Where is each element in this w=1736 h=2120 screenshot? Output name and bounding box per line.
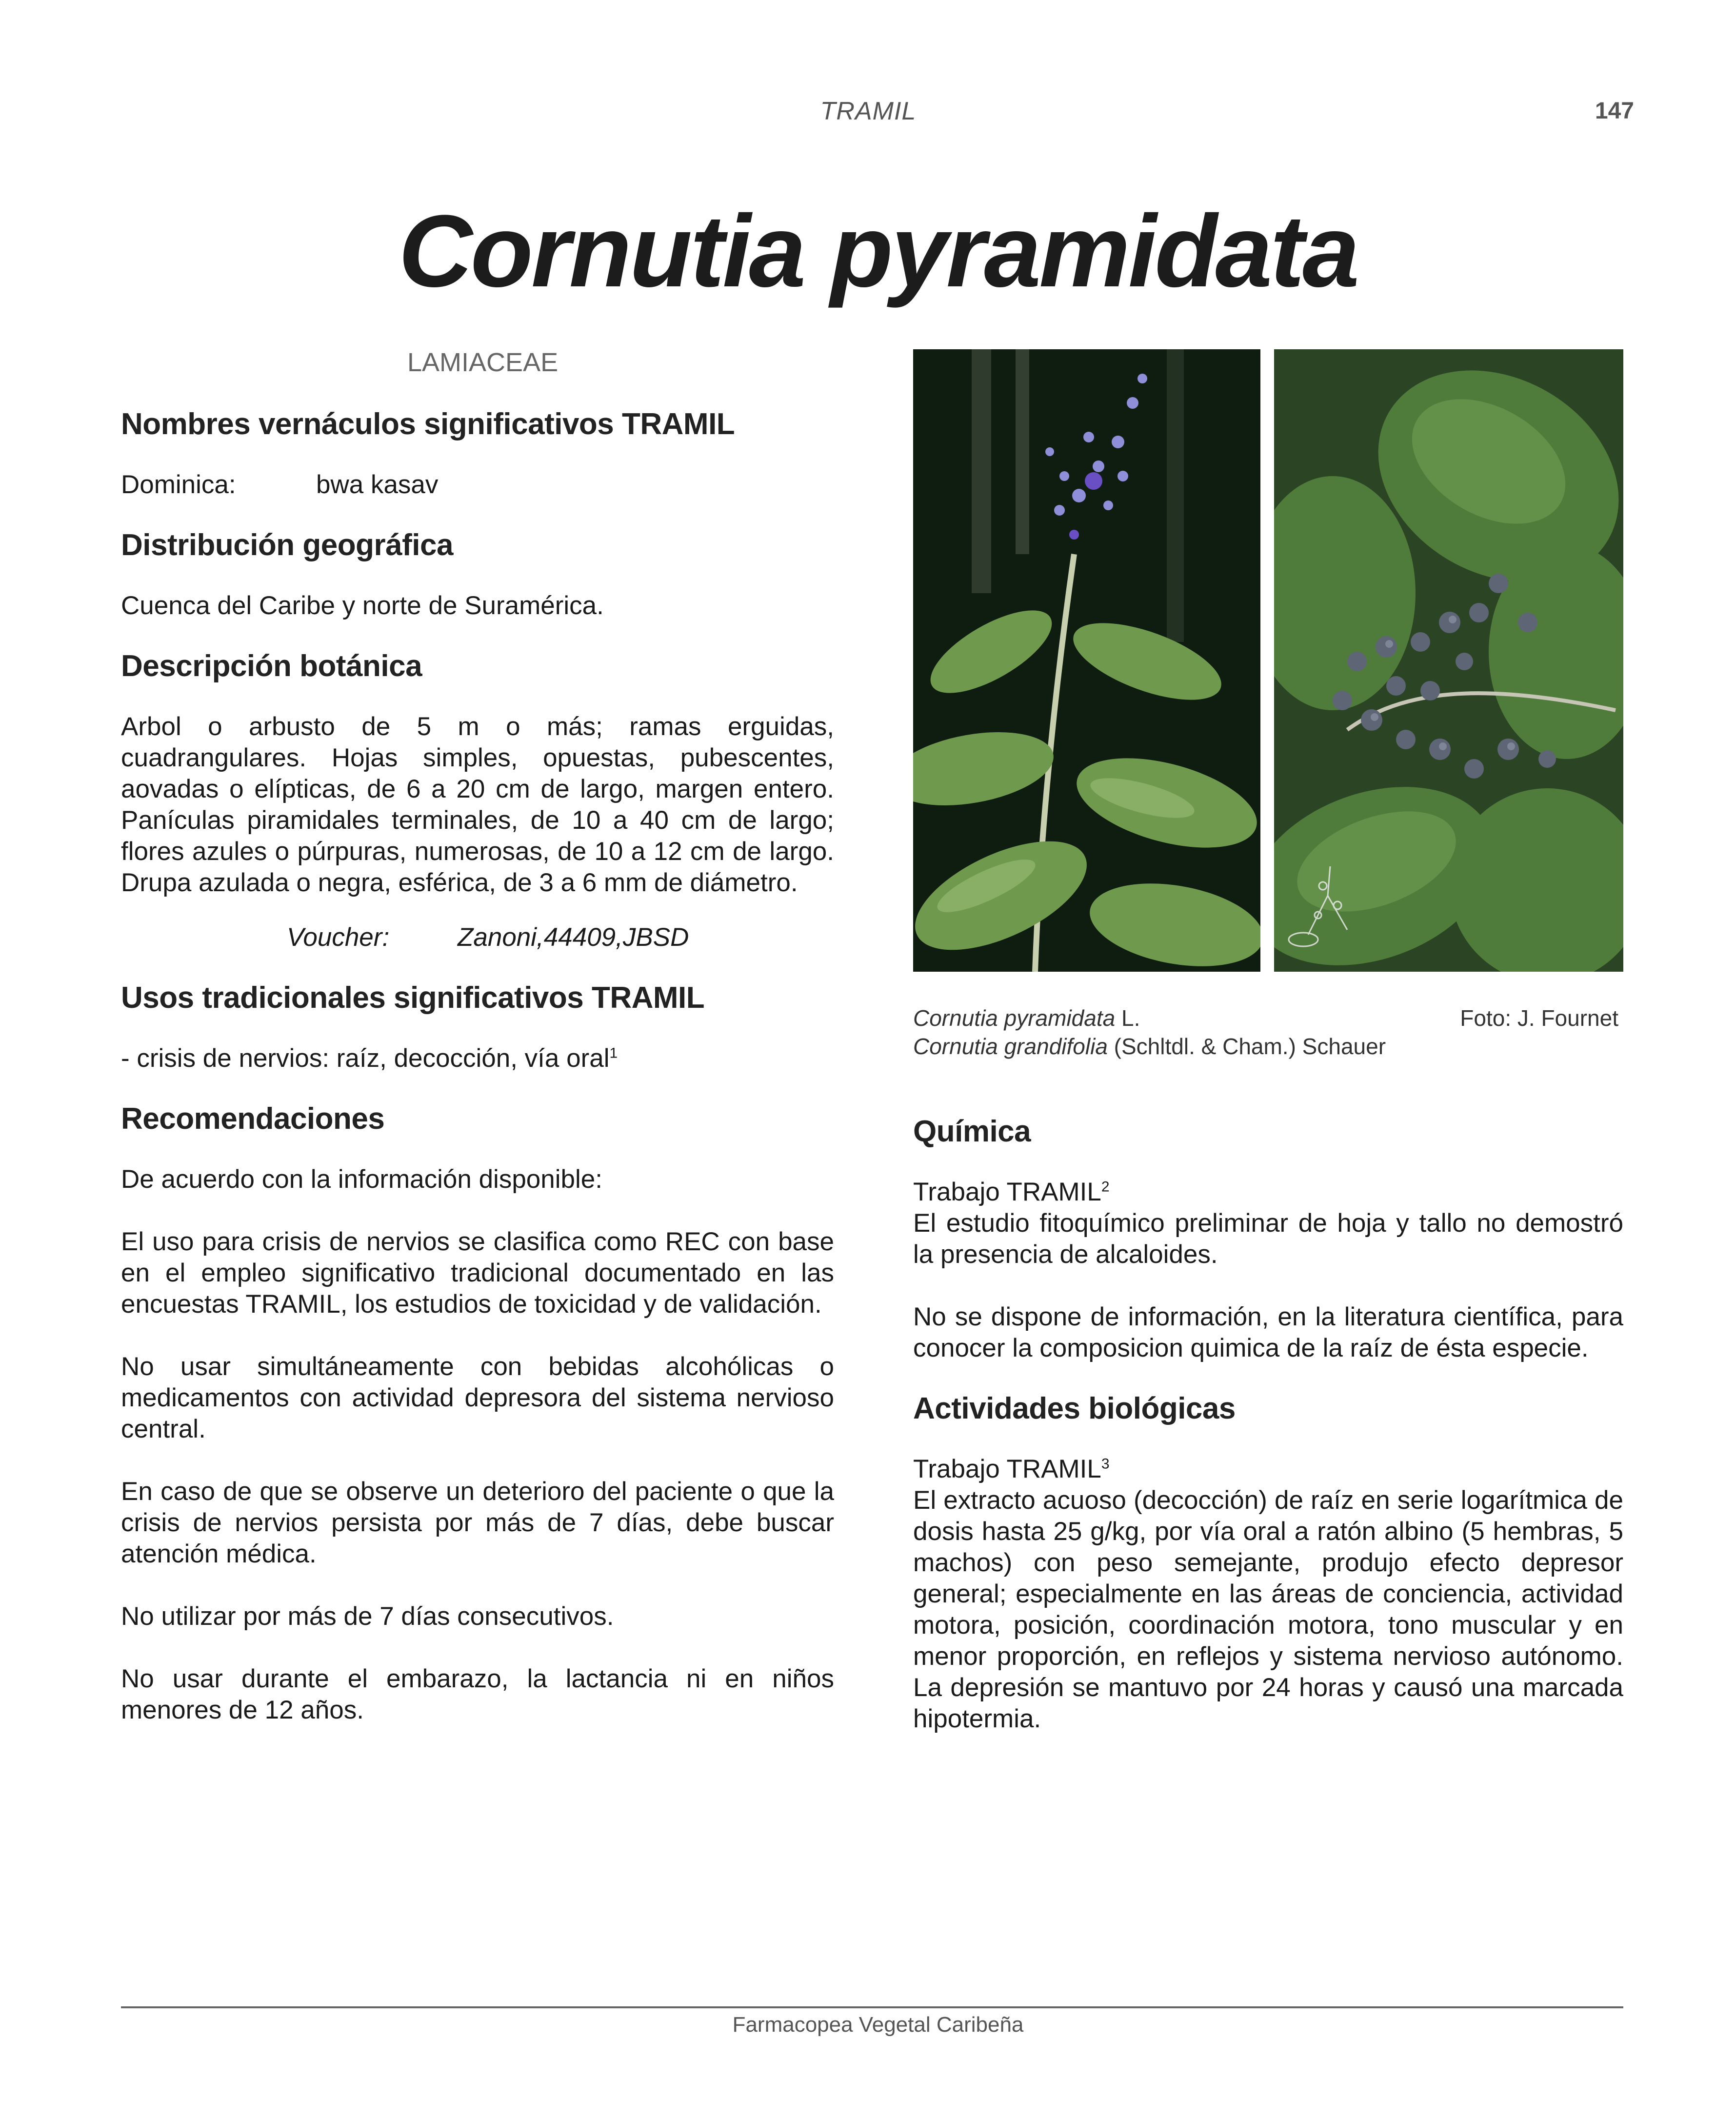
biological-source	[913, 1454, 1623, 1485]
chemistry-source	[913, 1177, 1623, 1208]
uses-ref: 1	[609, 1045, 618, 1061]
voucher-label: Voucher:	[287, 923, 390, 952]
recommendation-paragraph: No usar durante el embarazo, la lactancia ni en niños menores de 12 años.	[121, 1664, 834, 1724]
chemistry-source-text: Trabajo TRAMIL	[913, 1178, 1101, 1206]
vernacular-country: Dominica:	[121, 470, 236, 499]
caption-line-2	[913, 1032, 1623, 1060]
voucher-row	[121, 922, 834, 953]
left-column	[121, 405, 834, 1726]
photo-caption	[913, 1004, 1623, 1060]
recommendations-heading: Recomendaciones	[121, 1102, 385, 1136]
description-heading: Descripción botánica	[121, 649, 422, 683]
recommendation-paragraph: En caso de que se observe un deterioro del paciente o que la crisis de nervios persista por más de 7 días, debe buscar atención médica.	[121, 1477, 834, 1568]
running-head: TRAMIL	[820, 97, 917, 125]
caption-species-2: Cornutia grandifolia	[913, 1034, 1108, 1059]
vernacular-name: bwa kasav	[316, 470, 439, 499]
biological-source-text: Trabajo TRAMIL	[913, 1455, 1101, 1483]
family-name: LAMIACEAE	[407, 348, 559, 377]
photo-pair	[913, 349, 1623, 972]
caption-author-2: (Schltdl. & Cham.) Schauer	[1107, 1034, 1386, 1059]
vernacular-heading: Nombres vernáculos significativos TRAMIL	[121, 407, 735, 441]
distribution-heading: Distribución geográfica	[121, 528, 453, 562]
distribution-text: Cuenca del Caribe y norte de Suramérica.	[121, 591, 604, 620]
chemistry-heading: Química	[913, 1115, 1031, 1148]
recommendation-paragraph: No utilizar por más de 7 días consecutivos.	[121, 1602, 614, 1631]
recommendation-paragraph: El uso para crisis de nervios se clasifica como REC con base en el empleo significativo tradicional documentado en las encuestas TRAMIL, los estudios de toxicidad y de validación.	[121, 1227, 834, 1319]
photo-credit: Foto: J. Fournet	[1460, 1005, 1618, 1031]
biological-text: El extracto acuoso (decocción) de raíz en serie logarítmica de dosis hasta 25 g/kg, por vía oral a ratón albino (5 hembras, 5 machos) con peso semejante, produjo efecto depresor general; especialmente en las áreas de conciencia, actividad motora, posición, coordinación motora, tono muscular y en menor proporción, en reflejos y sistema nervioso autónomo. La depresión se mantuvo por 24 horas y causó una marcada hipotermia.	[913, 1486, 1623, 1733]
description-text: Arbol o arbusto de 5 m o más; ramas erguidas, cuadrangulares. Hojas simples, opuestas, pubescentes, aovadas o elípticas, de 6 a 20 cm de largo, margen entero. Panículas piramidales terminales, de 10 a 40 cm de largo; flores azules o púrpuras, numerosas, de 10 a 12 cm de largo. Drupa azulada o negra, esférica, de 3 a 6 mm de diámetro.	[121, 712, 834, 897]
biological-ref: 3	[1101, 1456, 1110, 1472]
caption-author-1: L.	[1115, 1005, 1140, 1031]
recommendation-paragraph: De acuerdo con la información disponible:	[121, 1165, 602, 1194]
footer-text: Farmacopea Vegetal Caribeña	[732, 2013, 1024, 2037]
uses-heading: Usos tradicionales significativos TRAMIL	[121, 981, 705, 1015]
vernacular-row	[121, 469, 834, 500]
footer-rule	[121, 2006, 1623, 2008]
flowering-branch-photo	[913, 349, 1260, 972]
right-column	[913, 1112, 1623, 1735]
chemistry-ref: 2	[1101, 1179, 1110, 1195]
species-title: Cornutia pyramidata	[398, 194, 1358, 308]
uses-item	[121, 1043, 834, 1074]
page-number: 147	[1595, 98, 1634, 124]
caption-species-1: Cornutia pyramidata	[913, 1005, 1116, 1031]
recommendation-paragraph: No usar simultáneamente con bebidas alcohólicas o medicamentos con actividad depresora del sistema nervioso central.	[121, 1352, 834, 1443]
uses-item-text: - crisis de nervios: raíz, decocción, vía oral	[121, 1044, 610, 1073]
fruiting-branch-photo	[1274, 349, 1623, 972]
chemistry-text: El estudio fitoquímico preliminar de hoja y tallo no demostró la presencia de alcaloides.	[913, 1209, 1623, 1269]
voucher-value: Zanoni,44409,JBSD	[458, 923, 689, 952]
chemistry-text: No se dispone de información, en la literatura científica, para conocer la composicion quimica de la raíz de ésta especie.	[913, 1302, 1623, 1362]
biological-heading: Actividades biológicas	[913, 1392, 1236, 1425]
